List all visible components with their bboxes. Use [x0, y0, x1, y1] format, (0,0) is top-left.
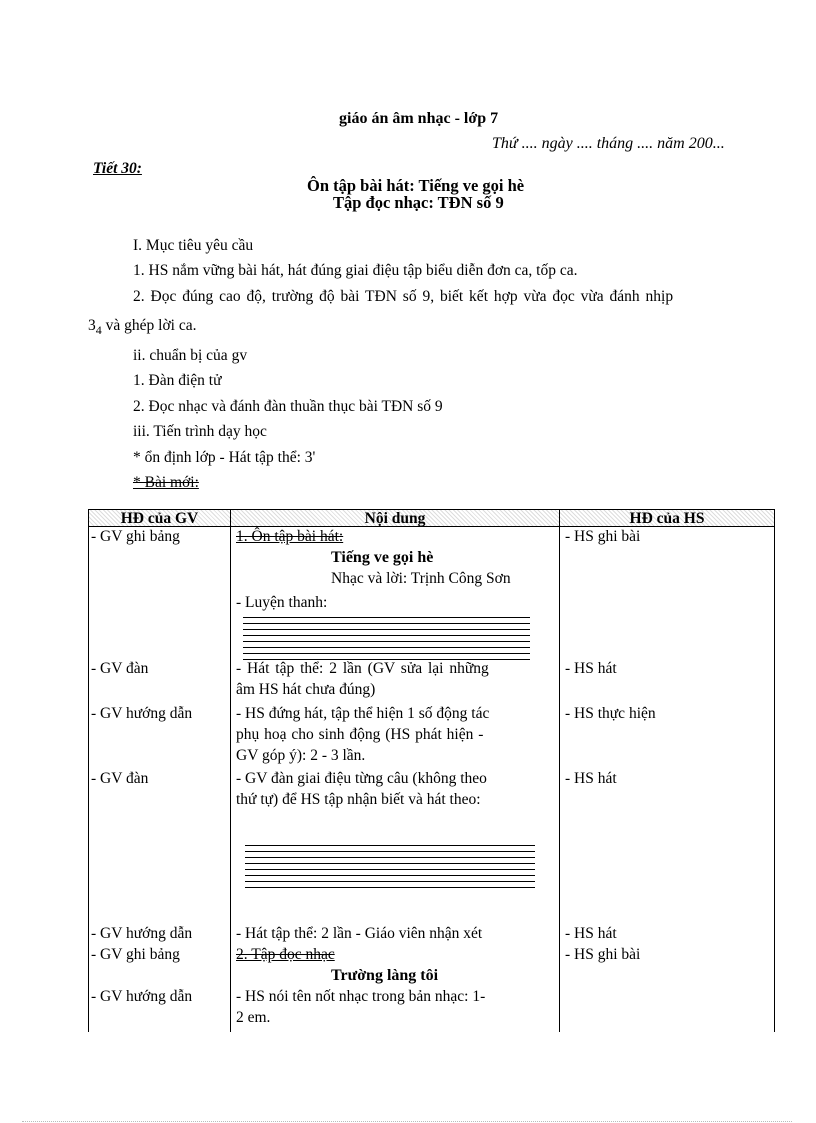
step-class-stabilize: * ổn định lớp - Hát tập thể: 3' [133, 449, 316, 466]
gv-action: - GV ghi bảng [91, 946, 180, 963]
hs-action: - HS thực hiện [565, 705, 656, 722]
content-line: - HS nói tên nốt nhạc trong bản nhạc: 1- [236, 988, 486, 1005]
step-new-lesson: * Bài mới: [133, 474, 199, 491]
lesson-table [88, 509, 775, 1032]
section-preparation: ii. chuẩn bị của gv [133, 347, 248, 364]
objective-2: 2. Đọc đúng cao độ, trường độ bài TĐN số 9, biết kết hợp vừa đọc vừa đánh nhịp [133, 288, 674, 305]
hs-action: - HS ghi bài [565, 946, 641, 963]
lesson-number: Tiết 30: [93, 160, 142, 177]
content-sight-reading: 2. Tập đọc nhạc [236, 946, 335, 963]
prep-item-2: 2. Đọc nhạc và đánh đàn thuần thục bài TĐN số 9 [133, 398, 443, 415]
content-line: - HS đứng hát, tập thể hiện 1 số động tác [236, 705, 490, 722]
content-line: - GV đàn giai điệu từng câu (không theo [236, 770, 487, 787]
hs-action: - HS hát [565, 660, 617, 677]
header-teacher: HĐ của GV [120, 510, 199, 527]
content-line: - Hát tập thể: 2 lần - Giáo viên nhận xét [236, 925, 483, 942]
heading-review-song: Ôn tập bài hát: Tiếng ve gọi hè [307, 176, 525, 195]
section-objectives: I. Mục tiêu yêu cầu [133, 237, 254, 254]
objective-2-tail: và ghép lời ca. [101, 317, 197, 334]
objective-2-cont [88, 317, 196, 338]
gv-action: - GV đàn [91, 660, 149, 677]
hs-action: - HS hát [565, 770, 617, 787]
song-author: Nhạc và lời: Trịnh Công Sơn [331, 570, 511, 587]
content-warmup: - Luyện thanh: [236, 594, 328, 611]
gv-action: - GV ghi bảng [91, 528, 180, 545]
content-line: âm HS hát chưa đúng) [236, 681, 376, 698]
music-staff [245, 845, 535, 893]
gv-action: - GV đàn [91, 770, 149, 787]
header-content: Nội dung [364, 510, 426, 527]
gv-action: - GV hướng dẫn [91, 988, 193, 1005]
content-line: - Hát tập thể: 2 lần (GV sửa lại những [236, 660, 489, 677]
song-title: Tiếng ve gọi hè [331, 549, 434, 566]
song2-title: Trường làng tôi [331, 967, 439, 984]
time-signature-bottom: 4 [95, 323, 102, 338]
section-process: iii. Tiến trình dạy học [133, 423, 267, 440]
date-line: Thứ .... ngày .... tháng .... năm 200... [492, 135, 725, 152]
prep-item-1: 1. Đàn điện tử [133, 372, 222, 389]
header-student: HĐ của HS [629, 510, 705, 527]
content-review-song: 1. Ôn tập bài hát: [236, 528, 344, 545]
gv-action: - GV hướng dẫn [91, 925, 193, 942]
time-signature-top: 3 [88, 317, 96, 334]
doc-title: giáo án âm nhạc - lớp 7 [339, 110, 499, 127]
page-footer-divider [22, 1121, 792, 1122]
hs-action: - HS hát [565, 925, 617, 942]
content-line: phụ hoạ cho sinh động (HS phát hiện - [236, 726, 484, 743]
heading-sight-reading: Tập đọc nhạc: TĐN số 9 [333, 193, 504, 212]
gv-action: - GV hướng dẫn [91, 705, 193, 722]
hs-action: - HS ghi bài [565, 528, 641, 545]
content-line: 2 em. [236, 1009, 271, 1026]
content-line: GV góp ý): 2 - 3 lần. [236, 747, 366, 764]
content-line: thứ tự) để HS tập nhận biết và hát theo: [236, 791, 481, 808]
objective-1: 1. HS nắm vững bài hát, hát đúng giai điệu tập biểu diễn đơn ca, tốp ca. [133, 262, 578, 279]
